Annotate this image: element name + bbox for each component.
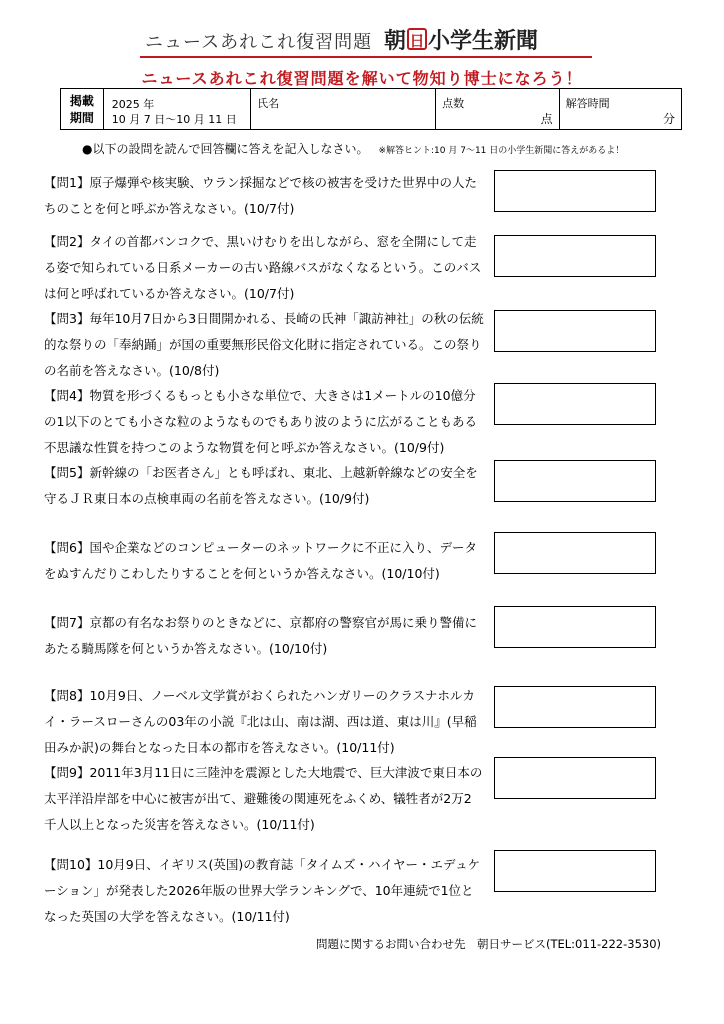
period-label-cell	[61, 89, 104, 129]
answer-box-3[interactable]	[494, 310, 656, 352]
question-text: 国や企業などのコンピューターのネットワークに不正に入り、データをぬすんだりこわしたりすることを何というか答えなさい。(10/10付)	[44, 540, 477, 581]
question-text: タイの首都バンコクで、黒いけむりを出しながら、窓を全開にして走る姿で知られている日系メーカーの古い路線バスがなくなるという。このバスは何と呼ばれているか答えなさい。(10/7付)	[44, 234, 482, 301]
question-8	[44, 683, 484, 761]
period-dates: 10 月 7 日〜10 月 11 日	[111, 113, 237, 126]
logo-text-post: 小学生新聞	[428, 29, 539, 54]
question-4	[44, 383, 484, 461]
logo-text-pre: 朝	[384, 29, 407, 54]
question-text: 毎年10月7日から3日間開かれる、長崎の氏神「諏訪神社」の秋の伝統的な祭りの「奉納踊」が国の重要無形民俗文化財に指定されている。この祭りの名前を答えなさい。(10/8付)	[44, 311, 484, 378]
answer-box-9[interactable]	[494, 757, 656, 799]
question-text: 物質を形づくるもっとも小さな単位で、大きさは1メートルの10億分の1以下のとても小さな粒のようなものでもあり波のように広がることもある不思議な性質を持つこのような物質を何と呼ぶか答えなさい。(10/9付)	[44, 388, 477, 455]
period-year: 2025 年	[111, 98, 155, 111]
period-dates-cell	[104, 89, 251, 129]
info-table	[60, 88, 682, 130]
question-text: 10月9日、イギリス(英国)の教育誌「タイムズ・ハイヤー・エデュケーション」が発表した2026年版の世界大学ランキングで、10年連続で1位となった英国の大学を答えなさい。(10/11付)	[44, 857, 481, 924]
newspaper-logo	[384, 24, 538, 55]
instructions-main: ●以下の設問を読んで回答欄に答えを記入しなさい。	[82, 142, 369, 156]
answer-box-2[interactable]	[494, 235, 656, 277]
answer-box-6[interactable]	[494, 532, 656, 574]
question-2	[44, 229, 484, 307]
subtitle: ニュースあれこれ復習問題を解いて物知り博士になろう！	[141, 69, 583, 88]
question-text: 原子爆弾や核実験、ウラン採掘などで核の被害を受けた世界中の人たちのことを何と呼ぶか答えなさい。(10/7付)	[44, 175, 477, 216]
question-number: 【問5】	[44, 465, 90, 480]
name-field[interactable]	[251, 89, 436, 129]
logo-sun-mark: 日	[407, 28, 427, 50]
header-divider	[140, 56, 592, 58]
question-number: 【問10】	[44, 857, 98, 872]
question-10	[44, 852, 484, 930]
question-number: 【問9】	[44, 765, 90, 780]
instructions	[82, 140, 624, 157]
page-header	[0, 22, 724, 62]
question-9	[44, 760, 484, 838]
question-1	[44, 170, 484, 222]
question-text: 2011年3月11日に三陸沖を震源とした大地震で、巨大津波で東日本の太平洋沿岸部を中心に被害が出て、避難後の関連死をふくめ、犠牲者が2万2千人以上となった災害を答えなさい。(10/11付)	[44, 765, 483, 832]
question-6	[44, 535, 484, 587]
answer-box-8[interactable]	[494, 686, 656, 728]
question-text: 10月9日、ノーベル文学賞がおくられたハンガリーのクラスナホルカイ・ラースローさんの03年の小説『北は山、南は湖、西は道、東は川』(早稲田みか訳)の舞台となった日本の都市を答えなさい。(10/11付)	[44, 688, 477, 755]
period-label-1: 掲載	[69, 94, 94, 108]
period-label-2: 期間	[69, 111, 94, 125]
score-field[interactable]	[436, 89, 559, 129]
time-label: 解答時間	[565, 97, 610, 110]
answer-box-10[interactable]	[494, 850, 656, 892]
name-label: 氏名	[257, 97, 280, 110]
page-title: ニュースあれこれ復習問題	[145, 32, 373, 53]
contact-footer: 問題に関するお問い合わせ先 朝日サービス(TEL:011-222-3530)	[316, 937, 662, 951]
question-number: 【問2】	[44, 234, 90, 249]
question-text: 京都の有名なお祭りのときなどに、京都府の警察官が馬に乗り警備にあたる騎馬隊を何というか答えなさい。(10/10付)	[44, 615, 477, 656]
instructions-hint: ※解答ヒント:10 月 7〜11 日の小学生新聞に答えがあるよ！	[378, 146, 625, 156]
question-text: 新幹線の「お医者さん」とも呼ばれ、東北、上越新幹線などの安全を守るＪＲ東日本の点検車両の名前を答えなさい。(10/9付)	[44, 465, 478, 506]
answer-box-4[interactable]	[494, 383, 656, 425]
answer-box-7[interactable]	[494, 606, 656, 648]
question-3	[44, 306, 484, 384]
time-field[interactable]	[560, 89, 681, 129]
question-5	[44, 460, 484, 512]
answer-box-1[interactable]	[494, 170, 656, 212]
question-number: 【問4】	[44, 388, 90, 403]
time-unit: 分	[662, 112, 675, 126]
question-number: 【問7】	[44, 615, 90, 630]
score-label: 点数	[442, 97, 465, 110]
score-unit: 点	[540, 112, 553, 126]
question-number: 【問1】	[44, 175, 90, 190]
question-7	[44, 610, 484, 662]
question-number: 【問3】	[44, 311, 90, 326]
answer-box-5[interactable]	[494, 460, 656, 502]
question-number: 【問8】	[44, 688, 90, 703]
question-number: 【問6】	[44, 540, 90, 555]
